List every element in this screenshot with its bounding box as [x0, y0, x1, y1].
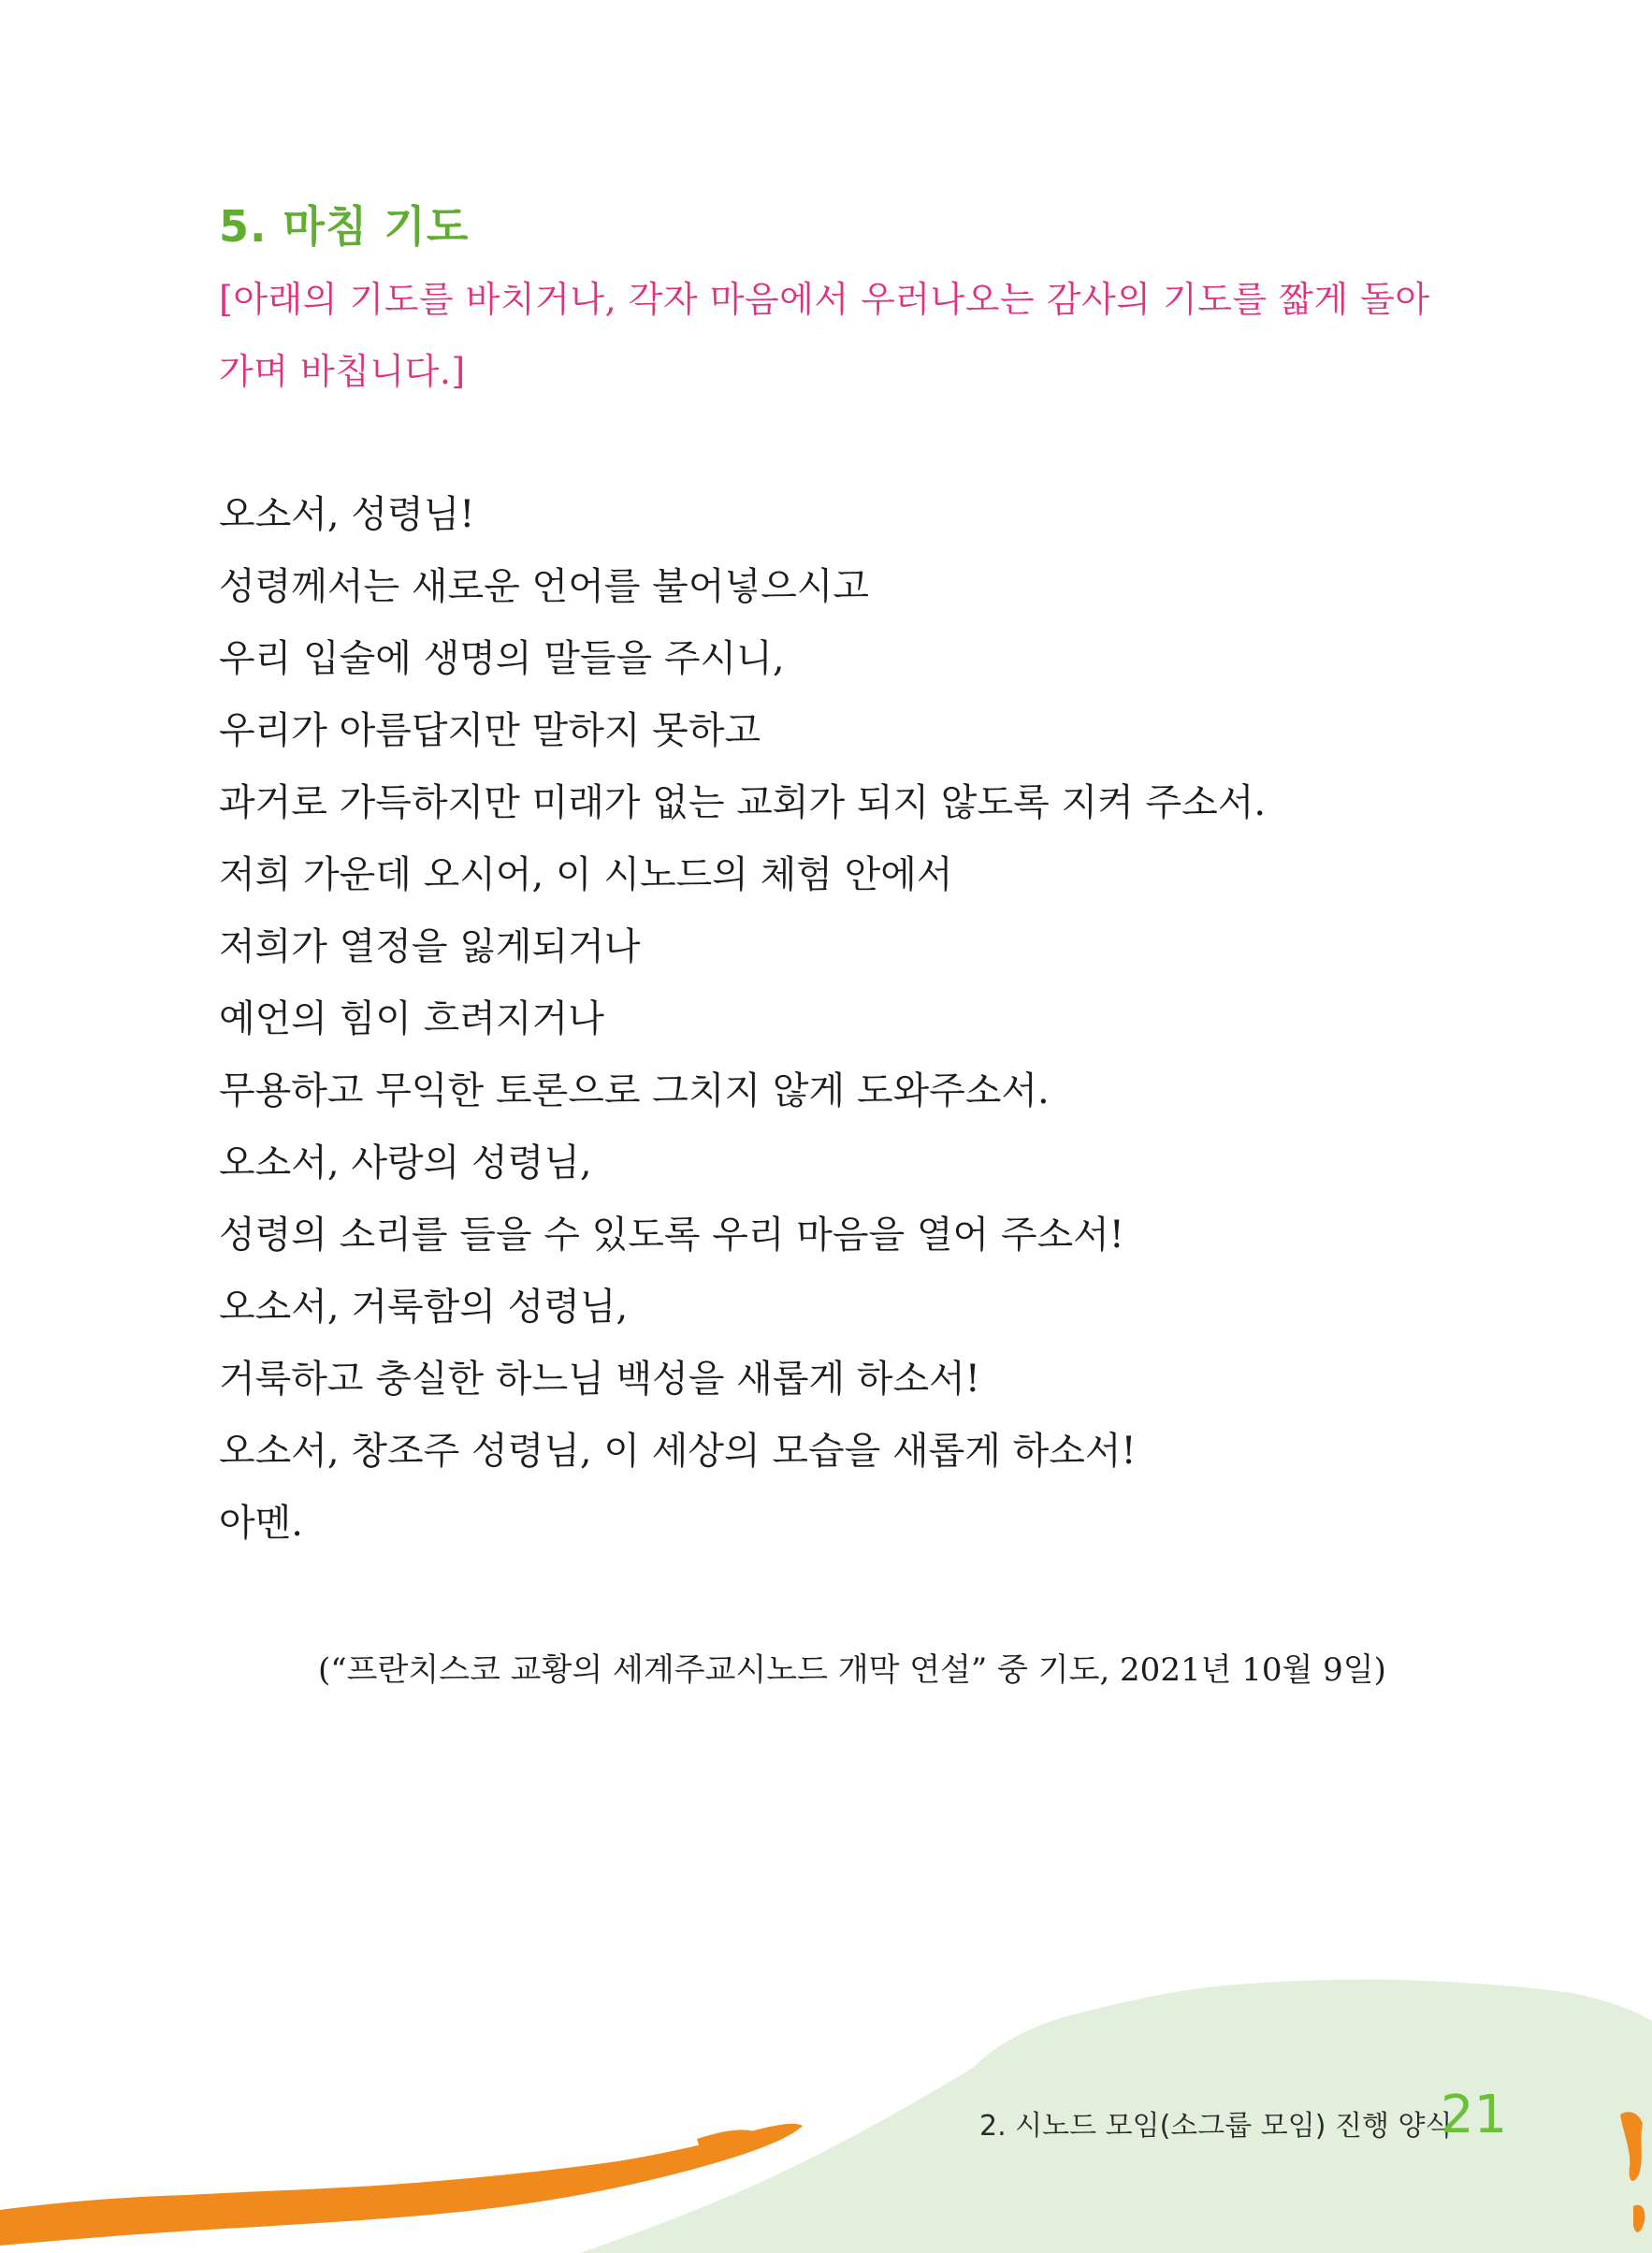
- prayer-line: 오소서, 거룩함의 성령님,: [219, 1286, 629, 1329]
- prayer-line: 거룩하고 충실한 하느님 백성을 새롭게 하소서!: [219, 1358, 980, 1401]
- prayer-line: 성령께서는 새로운 언어를 불어넣으시고: [219, 565, 870, 608]
- instruction-text: [아래의 기도를 바치거나, 각자 마음에서 우러나오는 감사의 기도를 짧게 돌아가며 바칩니다.]: [219, 279, 1430, 392]
- prayer-line: 과거로 가득하지만 미래가 없는 교회가 되지 않도록 지켜 주소서.: [219, 781, 1267, 824]
- prayer-line: 저희 가운데 오시어, 이 시노드의 체험 안에서: [219, 853, 953, 896]
- prayer-text: [219, 479, 1266, 1560]
- page-number: 21: [1441, 2085, 1508, 2145]
- source-citation: (“프란치스코 교황의 세계주교시노드 개막 연설” 중 기도, 2021년 10월 9일): [318, 1651, 1386, 1689]
- prayer-line: 오소서, 성령님!: [219, 493, 475, 536]
- prayer-line: 우리 입술에 생명의 말들을 주시니,: [219, 637, 785, 680]
- prayer-line: 오소서, 사랑의 성령님,: [219, 1141, 592, 1185]
- prayer-line: 오소서, 창조주 성령님, 이 세상의 모습을 새롭게 하소서!: [219, 1430, 1137, 1473]
- prayer-line: 성령의 소리를 들을 수 있도록 우리 마음을 열어 주소서!: [219, 1214, 1124, 1257]
- prayer-line: 예언의 힘이 흐려지거나: [219, 997, 604, 1040]
- prayer-line: 아멘.: [219, 1502, 303, 1545]
- prayer-line: 무용하고 무익한 토론으로 그치지 않게 도와주소서.: [219, 1069, 1050, 1112]
- prayer-line: 우리가 아름답지만 말하지 못하고: [219, 709, 761, 752]
- prayer-line: 저희가 열정을 잃게되거나: [219, 925, 641, 968]
- footer-section-label: 2. 시노드 모임(소그룹 모임) 진행 양식: [979, 2110, 1453, 2143]
- section-title: 5. 마침 기도: [219, 201, 470, 252]
